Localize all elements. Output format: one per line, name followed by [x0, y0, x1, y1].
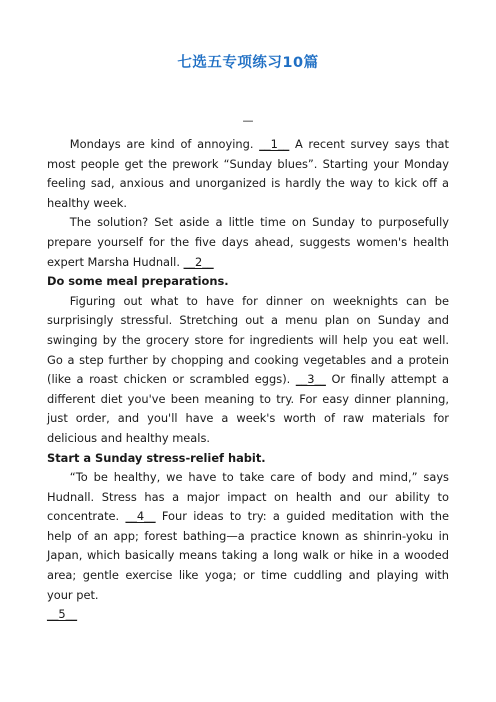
- paragraph-2: [47, 213, 449, 272]
- section-marker: —: [242, 114, 254, 127]
- paragraph-3-text-b: Or finally attempt a different diet you've been meaning to try. For easy dinner planning, just order, and you'll have a week's worth of raw materials for delicious and healthy meals.: [47, 372, 449, 445]
- paragraph-3-text-a: Figuring out what to have for dinner on weeknights can be surprisingly stressful. Stretching out a menu plan on Sunday and swinging by the grocery store for ingredients will help you eat well. Go a step further by chopping and cooking vegetables and a protein (like a roast chicken or scrambled eggs).: [47, 293, 449, 387]
- passage-body: [47, 135, 449, 625]
- paragraph-4: [47, 468, 449, 605]
- paragraph-4-text-a: “To be healthy, we have to take care of body and mind,” says Hudnall. Stress has a major impact on health and our ability to concentrate.: [47, 470, 449, 524]
- paragraph-4-text-b: Four ideas to try: a guided meditation with the help of an app; forest bathing—a practice known as shinrin-yoku in Japan, which basically means taking a long walk or hike in a wooded area; gentle exercise like yoga; or time cuddling and playing with your pet.: [47, 509, 449, 602]
- paragraph-1-text-b: A recent survey says that most people get the prework “Sunday blues”. Starting your Monday feeling sad, anxious and unorganized is hardly the way to kick off a healthy week.: [47, 137, 449, 210]
- paragraph-2-text: The solution? Set aside a little time on Sunday to purposefully prepare yourself for the five days ahead, suggests women's health expert Marsha Hudnall.: [47, 215, 449, 269]
- paragraph-1-text-a: Mondays are kind of annoying.: [69, 137, 260, 151]
- heading-stress-relief: Start a Sunday stress-relief habit.: [47, 450, 266, 465]
- paragraph-3: [47, 292, 449, 449]
- blank-4: __4__: [125, 509, 156, 524]
- page-title: 七选五专项练习10篇: [177, 55, 319, 71]
- blank-5: __5__: [47, 607, 78, 622]
- heading-meal-preparations: Do some meal preparations.: [47, 274, 229, 289]
- blank-2: __2__: [183, 254, 214, 269]
- blank-1: __1__: [259, 137, 290, 151]
- blank-3: __3__: [295, 372, 326, 387]
- paragraph-5: [47, 605, 449, 625]
- paragraph-1: [47, 135, 449, 213]
